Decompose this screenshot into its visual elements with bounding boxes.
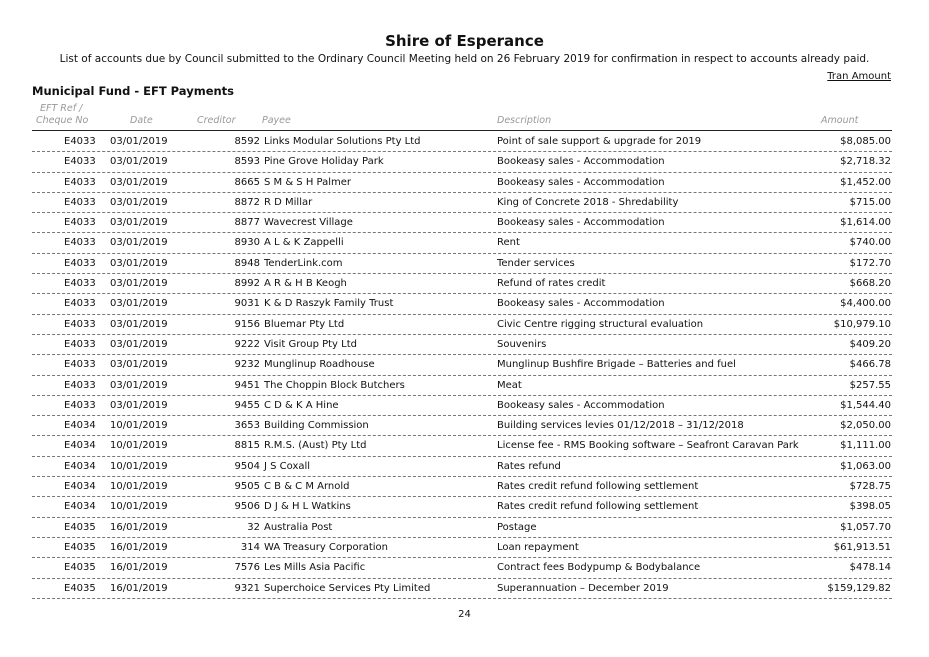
table-row <box>32 254 892 274</box>
cell-creditor: 9232 <box>234 359 260 371</box>
cell-description: Civic Centre rigging structural evaluation <box>497 318 704 330</box>
cell-description: Meat <box>497 379 522 391</box>
cell-creditor: 9156 <box>234 318 260 330</box>
table-row <box>32 233 892 253</box>
cell-description: Rates credit refund following settlement <box>497 501 699 513</box>
cell-description: Superannuation – December 2019 <box>497 582 669 594</box>
cell-amount: $715.00 <box>849 196 891 208</box>
cell-payee: Links Modular Solutions Pty Ltd <box>264 136 421 147</box>
cell-ref: E4033 <box>64 156 96 168</box>
cell-amount: $1,057.70 <box>840 521 891 533</box>
cell-description: Contract fees Bodypump & Bodybalance <box>497 562 701 574</box>
cell-amount: $728.75 <box>849 481 891 493</box>
cell-date: 03/01/2019 <box>110 379 168 391</box>
cell-payee: TenderLink.com <box>264 257 343 269</box>
cell-ref: E4033 <box>64 338 96 350</box>
cell-date: 03/01/2019 <box>110 399 168 411</box>
table-row <box>32 558 892 578</box>
cell-description: Rent <box>497 237 520 249</box>
cell-date: 10/01/2019 <box>110 460 168 472</box>
cell-description: Souvenirs <box>497 338 547 350</box>
cell-date: 16/01/2019 <box>110 521 168 533</box>
cell-ref: E4033 <box>64 196 96 208</box>
table-row <box>32 173 892 193</box>
column-header-creditor: Creditor <box>197 115 236 126</box>
cell-description: Rates credit refund following settlement <box>497 481 699 493</box>
cell-payee: Visit Group Pty Ltd <box>264 338 357 350</box>
cell-amount: $478.14 <box>849 562 891 574</box>
cell-date: 03/01/2019 <box>110 298 168 310</box>
cell-ref: E4033 <box>64 359 96 371</box>
cell-payee: WA Treasury Corporation <box>264 541 388 553</box>
cell-date: 10/01/2019 <box>110 501 168 513</box>
cell-ref: E4034 <box>64 501 96 513</box>
table-row <box>32 477 892 497</box>
cell-payee: K & D Raszyk Family Trust <box>264 298 394 310</box>
table-row <box>32 396 892 416</box>
document-subtitle: List of accounts due by Council submitted to the Ordinary Council Meeting held on 26 February 2019 for confirmation in respect to accounts already paid. <box>59 53 870 65</box>
cell-payee: D J & H L Watkins <box>264 501 351 513</box>
cell-date: 03/01/2019 <box>110 278 168 290</box>
column-header-ref-line2: Cheque No <box>36 115 89 126</box>
table-row <box>32 376 892 396</box>
cell-payee: Building Commission <box>264 420 369 432</box>
cell-creditor: 9455 <box>234 399 260 411</box>
cell-description: Point of sale support & upgrade for 2019 <box>497 136 702 147</box>
cell-creditor: 32 <box>247 521 260 533</box>
cell-date: 03/01/2019 <box>110 196 168 208</box>
table-row <box>32 213 892 233</box>
page-number: 24 <box>458 609 471 620</box>
column-header-ref-line1: EFT Ref / <box>40 103 83 114</box>
cell-description: Refund of rates credit <box>497 278 606 290</box>
cell-date: 16/01/2019 <box>110 582 168 594</box>
column-header-date: Date <box>130 115 153 126</box>
cell-date: 03/01/2019 <box>110 156 168 168</box>
cell-ref: E4033 <box>64 318 96 330</box>
cell-description: Rates refund <box>497 460 561 472</box>
cell-description: Munglinup Bushfire Brigade – Batteries and fuel <box>497 359 736 371</box>
cell-payee: Pine Grove Holiday Park <box>264 156 384 168</box>
cell-amount: $398.05 <box>849 501 891 513</box>
cell-creditor: 9506 <box>234 501 260 513</box>
table-row <box>32 315 892 335</box>
table-row <box>32 538 892 558</box>
cell-payee: Les Mills Asia Pacific <box>264 562 366 574</box>
cell-amount: $10,979.10 <box>833 318 891 330</box>
table-row <box>32 193 892 213</box>
cell-creditor: 8930 <box>234 237 260 249</box>
cell-amount: $257.55 <box>849 379 891 391</box>
cell-ref: E4035 <box>64 562 96 574</box>
cell-ref: E4035 <box>64 582 96 594</box>
cell-creditor: 8872 <box>234 196 260 208</box>
cell-payee: A R & H B Keogh <box>264 278 347 290</box>
cell-creditor: 9031 <box>234 298 260 310</box>
cell-date: 03/01/2019 <box>110 257 168 269</box>
cell-amount: $466.78 <box>849 359 891 371</box>
cell-description: King of Concrete 2018 - Shredability <box>497 196 679 208</box>
column-header-amount: Amount <box>821 115 859 126</box>
cell-ref: E4033 <box>64 399 96 411</box>
cell-amount: $1,063.00 <box>840 460 891 472</box>
cell-date: 10/01/2019 <box>110 440 168 452</box>
cell-payee: S M & S H Palmer <box>264 176 352 188</box>
cell-ref: E4035 <box>64 541 96 553</box>
payments-table <box>32 132 892 599</box>
table-row <box>32 436 892 456</box>
cell-payee: Superchoice Services Pty Limited <box>264 582 431 594</box>
cell-amount: $2,050.00 <box>840 420 891 432</box>
cell-creditor: 8593 <box>234 156 260 168</box>
cell-creditor: 7576 <box>234 562 260 574</box>
cell-date: 10/01/2019 <box>110 481 168 493</box>
cell-date: 03/01/2019 <box>110 176 168 188</box>
column-header-payee: Payee <box>262 115 291 126</box>
document-title: Shire of Esperance <box>385 32 544 50</box>
cell-creditor: 9222 <box>234 338 260 350</box>
cell-creditor: 9505 <box>234 481 260 493</box>
cell-payee: Munglinup Roadhouse <box>264 359 375 371</box>
cell-amount: $1,544.40 <box>840 399 891 411</box>
cell-ref: E4034 <box>64 481 96 493</box>
table-row <box>32 579 892 599</box>
cell-amount: $740.00 <box>849 237 891 249</box>
cell-description: Bookeasy sales - Accommodation <box>497 156 665 168</box>
cell-ref: E4033 <box>64 217 96 229</box>
cell-creditor: 8877 <box>234 217 260 229</box>
cell-amount: $668.20 <box>849 278 891 290</box>
cell-date: 03/01/2019 <box>110 136 168 147</box>
cell-payee: Australia Post <box>264 521 333 533</box>
cell-amount: $4,400.00 <box>840 298 891 310</box>
table-row <box>32 274 892 294</box>
cell-ref: E4034 <box>64 460 96 472</box>
cell-creditor: 8665 <box>234 176 260 188</box>
cell-ref: E4033 <box>64 298 96 310</box>
tran-amount-label: Tran Amount <box>827 71 891 82</box>
cell-creditor: 314 <box>240 541 260 553</box>
cell-amount: $159,129.82 <box>827 582 891 594</box>
cell-ref: E4035 <box>64 521 96 533</box>
cell-amount: $2,718.32 <box>840 156 891 168</box>
table-row <box>32 152 892 172</box>
cell-payee: A L & K Zappelli <box>264 237 344 249</box>
fund-section-title: Municipal Fund - EFT Payments <box>32 84 235 98</box>
cell-description: Bookeasy sales - Accommodation <box>497 217 665 229</box>
cell-payee: Wavecrest Village <box>264 217 353 229</box>
cell-payee: C B & C M Arnold <box>264 481 350 493</box>
cell-payee: J S Coxall <box>264 460 311 472</box>
cell-description: Bookeasy sales - Accommodation <box>497 399 665 411</box>
cell-description: Building services levies 01/12/2018 – 31/12/2018 <box>497 420 744 432</box>
cell-ref: E4033 <box>64 257 96 269</box>
table-row <box>32 355 892 375</box>
cell-creditor: 8592 <box>234 136 260 147</box>
cell-creditor: 9504 <box>234 460 260 472</box>
cell-date: 03/01/2019 <box>110 359 168 371</box>
cell-description: Tender services <box>497 257 575 269</box>
cell-creditor: 9321 <box>234 582 260 594</box>
cell-description: Bookeasy sales - Accommodation <box>497 298 665 310</box>
cell-creditor: 9451 <box>234 379 260 391</box>
table-row <box>32 497 892 517</box>
table-row <box>32 457 892 477</box>
cell-ref: E4033 <box>64 237 96 249</box>
cell-amount: $409.20 <box>849 338 891 350</box>
cell-date: 16/01/2019 <box>110 562 168 574</box>
cell-description: Postage <box>497 521 537 533</box>
cell-ref: E4034 <box>64 420 96 432</box>
cell-ref: E4034 <box>64 440 96 452</box>
cell-payee: R D Millar <box>264 196 313 208</box>
cell-date: 03/01/2019 <box>110 217 168 229</box>
cell-amount: $61,913.51 <box>833 541 891 553</box>
cell-ref: E4033 <box>64 379 96 391</box>
cell-date: 10/01/2019 <box>110 420 168 432</box>
cell-ref: E4033 <box>64 176 96 188</box>
cell-payee: C D & K A Hine <box>264 399 339 411</box>
cell-amount: $8,085.00 <box>840 136 891 147</box>
table-row <box>32 294 892 314</box>
cell-date: 16/01/2019 <box>110 541 168 553</box>
cell-date: 03/01/2019 <box>110 338 168 350</box>
cell-payee: Bluemar Pty Ltd <box>264 318 345 330</box>
cell-creditor: 8815 <box>234 440 260 452</box>
cell-ref: E4033 <box>64 278 96 290</box>
header-rule <box>32 130 892 131</box>
cell-date: 03/01/2019 <box>110 237 168 249</box>
column-header-description: Description <box>497 115 552 126</box>
cell-description: Loan repayment <box>497 541 579 553</box>
table-row <box>32 518 892 538</box>
cell-amount: $1,111.00 <box>840 440 891 452</box>
cell-payee: R.M.S. (Aust) Pty Ltd <box>264 440 367 452</box>
cell-creditor: 8992 <box>234 278 260 290</box>
cell-creditor: 3653 <box>234 420 260 432</box>
cell-ref: E4033 <box>64 136 96 147</box>
table-row <box>32 416 892 436</box>
cell-amount: $1,614.00 <box>840 217 891 229</box>
cell-date: 03/01/2019 <box>110 318 168 330</box>
table-row <box>32 132 892 152</box>
cell-payee: The Choppin Block Butchers <box>264 379 405 391</box>
table-row <box>32 335 892 355</box>
cell-amount: $1,452.00 <box>840 176 891 188</box>
cell-amount: $172.70 <box>849 257 891 269</box>
cell-description: Bookeasy sales - Accommodation <box>497 176 665 188</box>
cell-description: License fee - RMS Booking software – Seafront Caravan Park <box>497 440 799 452</box>
cell-creditor: 8948 <box>234 257 260 269</box>
